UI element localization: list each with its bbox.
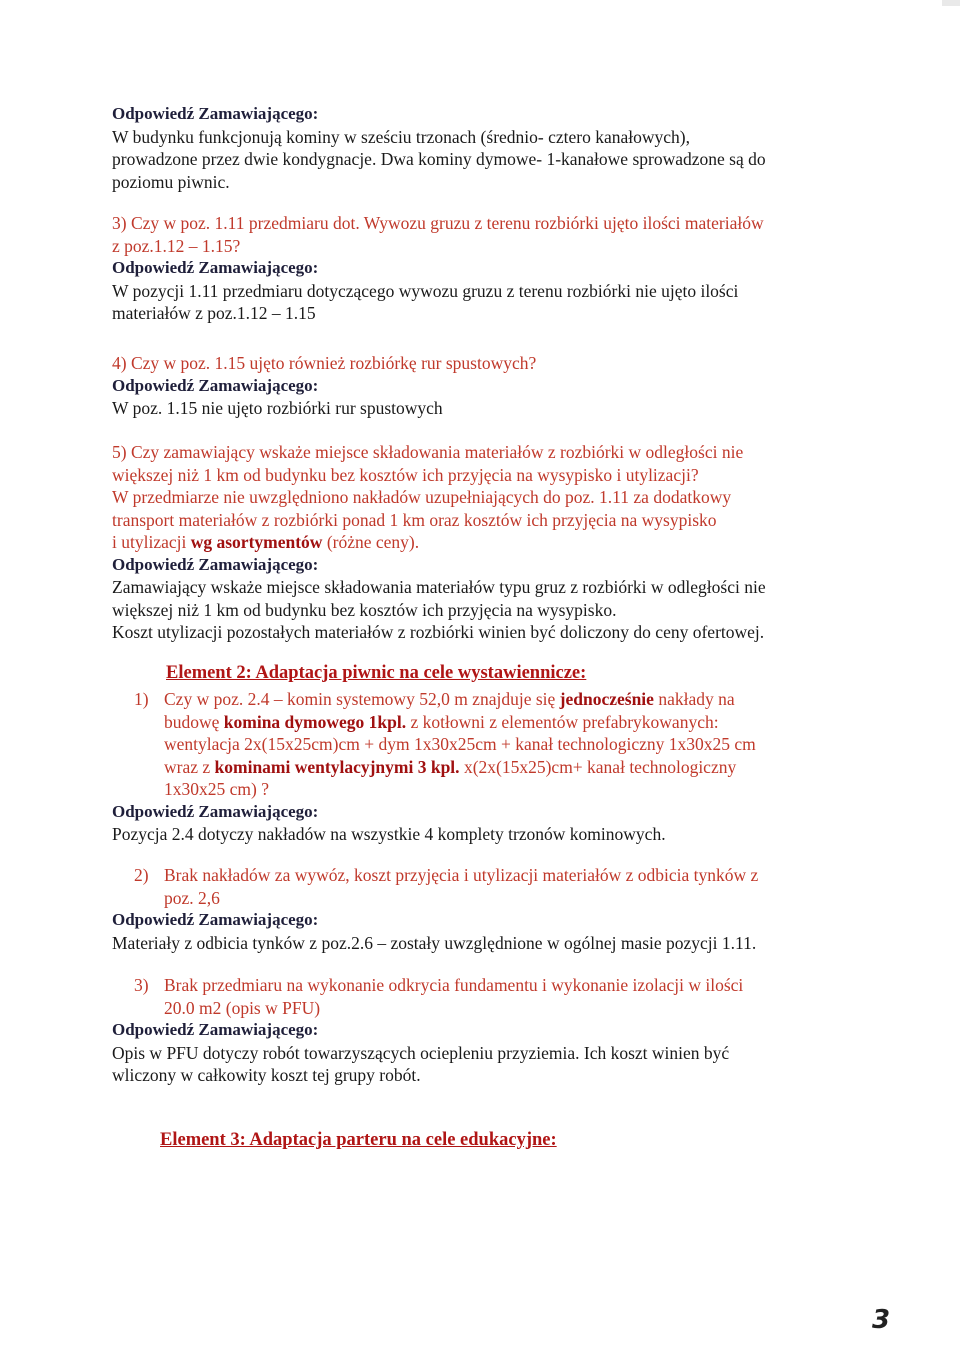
answer-header: Odpowiedź Zamawiającego: (112, 375, 319, 395)
element-2-question-1 (112, 688, 852, 846)
question-line: z poz.1.12 – 1.15? (112, 235, 241, 256)
question-line: transport materiałów z rozbiórki ponad 1 km oraz kosztów ich przyjęcia na wysypisko (112, 509, 717, 530)
question-line (164, 688, 852, 711)
question-line: 20.0 m2 (opis w PFU) (164, 997, 321, 1018)
text-fragment: i utylizacji (112, 532, 191, 552)
answer-line: Koszt utylizacji pozostałych materiałów z rozbiórki winien być doliczony do ceny ofertowej. (112, 622, 765, 642)
element-3-title: Element 3: Adaptacja parteru na cele edukacyjne: (160, 1130, 557, 1150)
question-line: 1x30x25 cm) ? (164, 779, 269, 799)
emphasis: komina dymowego 1kpl. (223, 711, 407, 732)
element-2-question-2 (112, 864, 852, 954)
question-line: 5) Czy zamawiający wskaże miejsce składowania materiałów z rozbiórki w odległości nie (112, 442, 744, 462)
answer-line: Pozycja 2.4 dotyczy nakładów na wszystkie 4 komplety trzonów kominowych. (112, 824, 666, 844)
question-line: 3) Czy w poz. 1.11 przedmiaru dot. Wywozu gruzu z terenu rozbiórki ujęto ilości materiałów (112, 213, 764, 233)
text-fragment: budowę (164, 711, 224, 732)
question-line: W przedmiarze nie uwzględniono nakładów uzupełniających do poz. 1.11 za dodatkowy (112, 487, 732, 507)
element-2-title: Element 2: Adaptacja piwnic na cele wystawiennicze: (166, 663, 587, 683)
answer-line: Zamawiający wskaże miejsce składowania materiałów typu gruz z rozbiórki w odległości nie (112, 577, 766, 597)
answer-block-1 (112, 103, 842, 193)
answer-header: Odpowiedź Zamawiającego: (112, 258, 319, 277)
question-number: 2) (134, 865, 149, 885)
answer-line: W pozycji 1.11 przedmiaru dotyczącego wywozu gruzu z terenu rozbiórki nie ujęto ilości (112, 280, 739, 301)
answer-line: W budynku funkcjonują kominy w sześciu trzonach (średnio- cztero kanałowych), (112, 126, 690, 147)
emphasis: wg asortymentów (190, 532, 323, 552)
answer-header: Odpowiedź Zamawiającego: (112, 104, 319, 123)
question-line: Brak przedmiaru na wykonanie odkrycia fundamentu i wykonanie izolacji w ilości (164, 975, 744, 995)
question-line: większej niż 1 km od budynku bez kosztów ich przyjęcia na wysypisko i utylizacji? (112, 464, 699, 485)
answer-header: Odpowiedź Zamawiającego: (112, 801, 319, 821)
answer-line: wliczony w całkowity koszt tej grupy robót. (112, 1065, 421, 1085)
scan-edge (942, 0, 960, 6)
question-line: 4) Czy w poz. 1.15 ujęto również rozbiórkę rur spustowych? (112, 353, 537, 373)
text-fragment: (różne ceny). (322, 532, 420, 552)
text-fragment: Czy w poz. 2.4 – komin systemowy 52,0 m znajduje się (164, 689, 560, 709)
answer-header: Odpowiedź Zamawiającego: (112, 554, 319, 574)
answer-line: Materiały z odbicia tynków z poz.2.6 – zostały uwzględnione w ogólnej masie pozycji 1.11. (112, 932, 757, 953)
emphasis: kominami wentylacyjnymi 3 kpl. (214, 756, 460, 777)
text-fragment: z kotłowni z elementów prefabrykowanych: (406, 711, 719, 732)
question-number: 1) (134, 689, 149, 709)
answer-line: materiałów z poz.1.12 – 1.15 (112, 303, 316, 323)
answer-line: większej niż 1 km od budynku bez kosztów ich przyjęcia na wysypisko. (112, 599, 617, 620)
question-line: poz. 2,6 (164, 887, 220, 908)
question-5 (112, 441, 852, 644)
text-fragment: nakłady na (653, 689, 735, 709)
text-fragment: wraz z (164, 756, 215, 777)
answer-header: Odpowiedź Zamawiającego: (112, 1020, 319, 1039)
page-number: 3 (872, 1305, 891, 1335)
question-line (164, 756, 852, 779)
question-4 (112, 352, 842, 420)
answer-header: Odpowiedź Zamawiającego: (112, 910, 319, 929)
emphasis: jednocześnie (559, 689, 654, 709)
question-line (112, 531, 852, 554)
question-line: wentylacja 2x(15x25cm)cm + dym 1x30x25cm + kanał technologiczny 1x30x25 cm (164, 734, 756, 754)
answer-line: W poz. 1.15 nie ujęto rozbiórki rur spustowych (112, 398, 443, 418)
question-line (164, 711, 852, 734)
question-number: 3) (134, 975, 149, 995)
answer-line: poziomu piwnic. (112, 171, 230, 192)
element-2-question-3 (112, 974, 852, 1087)
question-3 (112, 212, 842, 325)
answer-line: Opis w PFU dotyczy robót towarzyszących ociepleniu przyziemia. Ich koszt winien być (112, 1042, 730, 1063)
answer-line: prowadzone przez dwie kondygnacje. Dwa kominy dymowe- 1-kanałowe sprowadzone są do (112, 149, 766, 169)
question-line: Brak nakładów za wywóz, koszt przyjęcia i utylizacji materiałów z odbicia tynków z (164, 865, 759, 885)
text-fragment: x(2x(15x25)cm+ kanał technologiczny (459, 756, 737, 777)
